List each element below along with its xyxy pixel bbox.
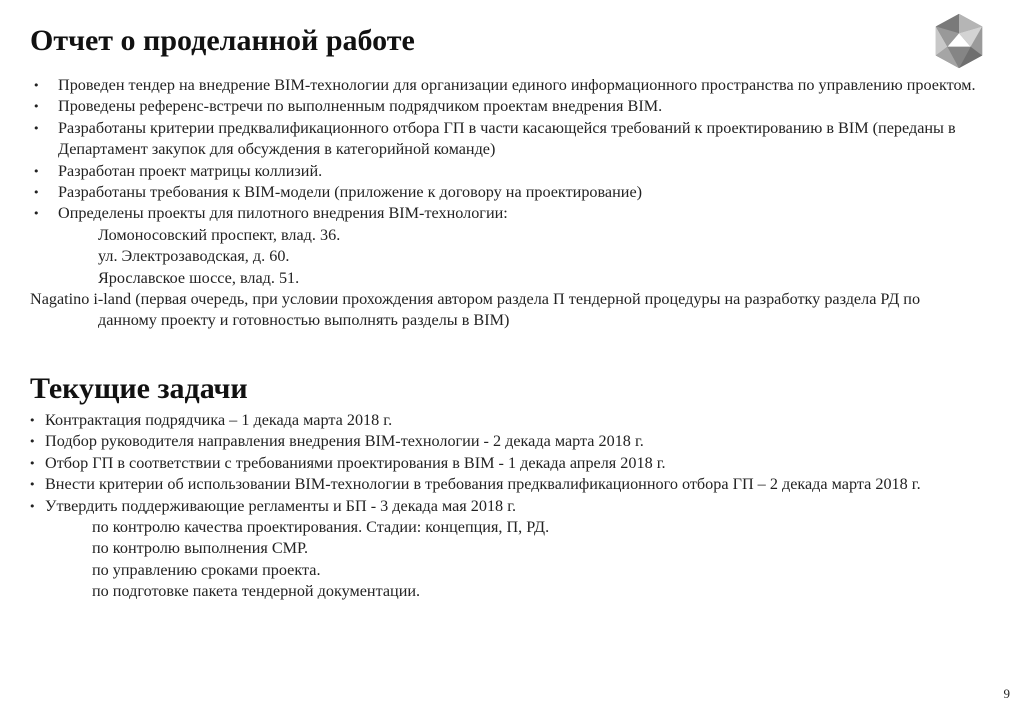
bullet: • (29, 414, 36, 427)
bullet: • (29, 499, 36, 513)
bullet: • (29, 478, 36, 492)
bullet: • (33, 186, 40, 200)
report-item-text: Разработаны критерии предквалификационного отбора ГП в части касающейся требований к проектированию в BIM (переданы в Департамент закупок для обсуждения в категорийной команде) (58, 118, 956, 159)
regulation-item (0, 517, 1024, 538)
report-list (0, 75, 1024, 332)
list-item (0, 410, 1024, 431)
company-logo-icon (930, 12, 988, 70)
page-number: 9 (1003, 686, 1010, 701)
bullet: • (33, 100, 40, 114)
regulation-text: по управлению сроками проекта. (92, 560, 321, 579)
list-item (0, 474, 1024, 495)
report-title: Отчет о проделанной работе (30, 24, 415, 57)
list-item (0, 118, 1024, 161)
regulation-text: по контролю выполнения СМР. (92, 539, 309, 558)
report-item-text: Проведен тендер на внедрение BIM-технологии для организации единого информационного пространства по управлению проектом. (58, 76, 976, 94)
pilot-project-text (0, 289, 1024, 332)
report-item-text: Разработаны требования к BIM-модели (приложение к договору на проектирование) (58, 183, 643, 202)
pilot-project (0, 268, 1024, 289)
regulation-item (0, 538, 1024, 559)
regulation-item (0, 560, 1024, 581)
pilot-project-text: ул. Электрозаводская, д. 60. (98, 247, 290, 266)
task-item-text: Утвердить поддерживающие регламенты и БП - 3 декада мая 2018 г. (45, 496, 517, 515)
pilot-project-text: Ярославское шоссе, влад. 51. (98, 268, 300, 287)
report-item-text: Определены проекты для пилотного внедрения BIM-технологии: (58, 204, 508, 223)
pilot-project-name: Nagatino i-land (30, 290, 132, 309)
report-item-text: Проведены референс-встречи по выполненным подрядчиком проектам внедрения BIM. (58, 97, 663, 116)
task-item-text: Контрактация подрядчика – 1 декада марта 2018 г. (45, 411, 393, 429)
pilot-project (0, 225, 1024, 246)
list-item (0, 203, 1024, 224)
pilot-project-note: (первая очередь, при условии прохождения автором раздела П тендерной процедуры на разработку раздела РД по данному проекту и готовностью выполнять разделы в BIM) (98, 290, 921, 330)
regulation-item (0, 581, 1024, 602)
list-item (0, 453, 1024, 474)
list-item (0, 496, 1024, 517)
list-item (0, 75, 1024, 96)
bullet: • (29, 456, 36, 470)
list-item (0, 161, 1024, 182)
task-item-text: Подбор руководителя направления внедрения BIM-технологии - 2 декада марта 2018 г. (45, 432, 644, 451)
tasks-list (0, 410, 1024, 603)
list-item (0, 431, 1024, 452)
pilot-project (0, 289, 1024, 332)
pilot-project (0, 246, 1024, 267)
list-item (0, 182, 1024, 203)
bullet: • (33, 79, 40, 92)
bullet: • (33, 164, 40, 178)
bullet: • (33, 207, 40, 221)
regulation-text: по подготовке пакета тендерной документации. (92, 582, 421, 601)
task-item-text: Отбор ГП в соответствии с требованиями проектирования в BIM - 1 декада апреля 2018 г. (45, 453, 666, 472)
report-item-text: Разработан проект матрицы коллизий. (58, 161, 323, 180)
tasks-title: Текущие задачи (30, 372, 248, 405)
regulation-text: по контролю качества проектирования. Стадии: концепция, П, РД. (92, 518, 550, 537)
bullet: • (29, 435, 36, 449)
pilot-project-text: Ломоносовский проспект, влад. 36. (98, 225, 341, 244)
task-item-text: Внести критерии об использовании BIM-технологии в требования предквалификационного отбора ГП – 2 декада марта 2018 г. (45, 475, 921, 494)
bullet: • (33, 121, 40, 135)
list-item (0, 96, 1024, 117)
